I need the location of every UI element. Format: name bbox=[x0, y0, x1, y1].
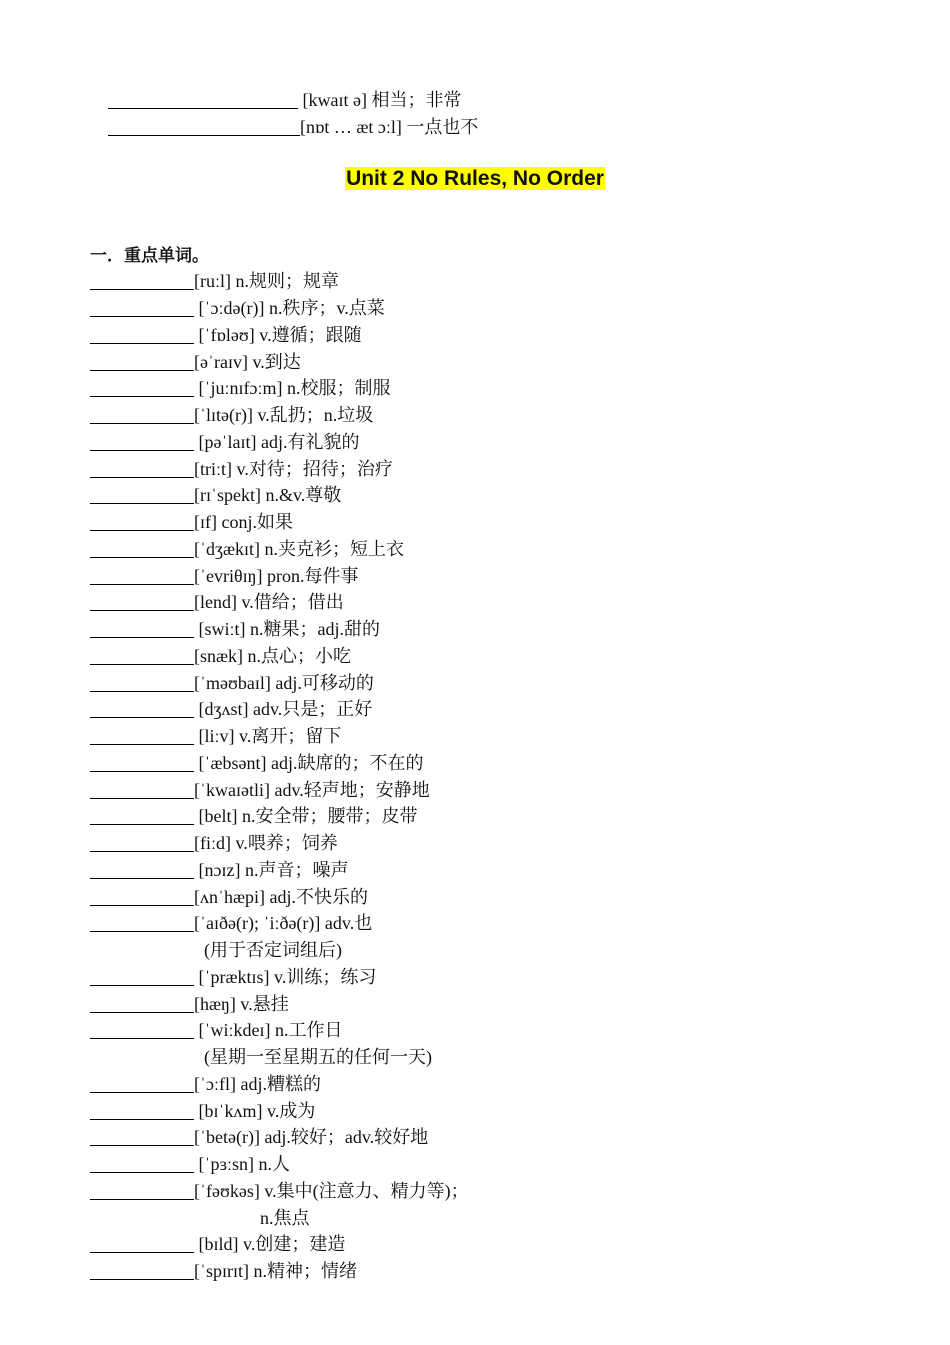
answer-blank[interactable] bbox=[90, 913, 194, 932]
vocab-row bbox=[90, 590, 344, 614]
vocab-row bbox=[90, 430, 359, 454]
answer-blank[interactable] bbox=[90, 592, 194, 611]
answer-blank[interactable] bbox=[90, 485, 194, 504]
answer-blank[interactable] bbox=[90, 726, 194, 745]
vocab-text: [ʌnˈhæpi] adj.不快乐的 bbox=[194, 887, 368, 907]
answer-blank[interactable] bbox=[90, 833, 194, 852]
vocab-row bbox=[90, 992, 289, 1016]
vocab-text: [ˈæbsənt] adj.缺席的；不在的 bbox=[194, 753, 424, 773]
vocab-text: [hæŋ] v.悬挂 bbox=[194, 994, 289, 1014]
vocab-row bbox=[90, 1259, 357, 1283]
vocab-row bbox=[90, 617, 380, 641]
answer-blank[interactable] bbox=[90, 780, 194, 799]
answer-blank[interactable] bbox=[90, 1127, 194, 1146]
vocab-text: [ˈfəʊkəs] v.集中(注意力、精力等)； bbox=[194, 1181, 469, 1201]
answer-blank[interactable] bbox=[90, 1154, 194, 1173]
vocab-text: [fiːd] v.喂养；饲养 bbox=[194, 833, 338, 853]
vocab-text: [ˈaɪðə(r); ˈiːðə(r)] adv.也 bbox=[194, 913, 373, 933]
vocab-row bbox=[90, 671, 374, 695]
vocab-text: [ˈjuːnɪfɔːm] n.校服；制服 bbox=[194, 378, 391, 398]
vocab-text: [ˈspɪrɪt] n.精神；情绪 bbox=[194, 1261, 357, 1281]
vocab-text: [ˈfɒləʊ] v.遵循；跟随 bbox=[194, 325, 362, 345]
vocab-text: [liːv] v.离开；留下 bbox=[194, 726, 342, 746]
vocab-row bbox=[90, 323, 362, 347]
vocab-row bbox=[90, 1179, 469, 1203]
answer-blank[interactable] bbox=[90, 1020, 194, 1039]
vocab-text: [swiːt] n.糖果；adj.甜的 bbox=[194, 619, 380, 639]
vocab-row bbox=[90, 350, 301, 374]
vocab-text: [rɪˈspekt] n.&v.尊敬 bbox=[194, 485, 342, 505]
answer-blank[interactable] bbox=[90, 512, 194, 531]
answer-blank[interactable] bbox=[90, 271, 194, 290]
vocab-row bbox=[90, 537, 404, 561]
vocab-row bbox=[90, 1099, 315, 1123]
answer-blank[interactable] bbox=[90, 432, 194, 451]
answer-blank[interactable] bbox=[90, 298, 194, 317]
answer-blank[interactable] bbox=[90, 1181, 194, 1200]
answer-blank[interactable] bbox=[90, 352, 194, 371]
vocab-text: [ˈpræktɪs] v.训练；练习 bbox=[194, 967, 377, 987]
answer-blank[interactable] bbox=[90, 325, 194, 344]
unit-title-wrapper bbox=[0, 164, 950, 194]
top-entry bbox=[90, 91, 478, 163]
entry-text: [kwaɪt ə] 相当；非常 bbox=[298, 90, 462, 110]
answer-blank[interactable] bbox=[90, 887, 194, 906]
section-heading: 一．重点单词。 bbox=[90, 246, 209, 266]
vocab-continuation: n.焦点 bbox=[260, 1208, 310, 1228]
answer-blank[interactable] bbox=[90, 860, 194, 879]
vocab-row bbox=[90, 911, 372, 935]
vocab-row bbox=[90, 296, 385, 320]
answer-blank[interactable] bbox=[90, 994, 194, 1013]
answer-blank[interactable] bbox=[90, 646, 194, 665]
vocab-text: [nɔɪz] n.声音；噪声 bbox=[194, 860, 349, 880]
answer-blank[interactable] bbox=[90, 1074, 194, 1093]
answer-blank[interactable] bbox=[90, 566, 194, 585]
answer-blank[interactable] bbox=[108, 117, 300, 136]
vocab-text: [snæk] n.点心；小吃 bbox=[194, 646, 351, 666]
vocab-text: [pəˈlaɪt] adj.有礼貌的 bbox=[194, 432, 360, 452]
vocab-text: [triːt] v.对待；招待；治疗 bbox=[194, 459, 393, 479]
vocab-row bbox=[90, 858, 348, 882]
vocab-row bbox=[90, 510, 293, 534]
answer-blank[interactable] bbox=[90, 699, 194, 718]
vocab-text: [əˈraɪv] v.到达 bbox=[194, 352, 301, 372]
vocab-row bbox=[90, 1232, 345, 1256]
vocab-text: [ˈevriθɪŋ] pron.每件事 bbox=[194, 566, 359, 586]
answer-blank[interactable] bbox=[90, 806, 194, 825]
vocab-row bbox=[90, 1072, 321, 1096]
vocab-row bbox=[90, 1018, 342, 1042]
vocab-text: [ˈdʒækɪt] n.夹克衫；短上衣 bbox=[194, 539, 404, 559]
vocab-continuation: (用于否定词组后) bbox=[204, 940, 342, 960]
answer-blank[interactable] bbox=[90, 967, 194, 986]
answer-blank[interactable] bbox=[90, 539, 194, 558]
vocab-row bbox=[90, 457, 393, 481]
vocab-row bbox=[90, 804, 417, 828]
answer-blank[interactable] bbox=[90, 1261, 194, 1280]
vocab-text: [ˈwiːkdeɪ] n.工作日 bbox=[194, 1020, 343, 1040]
vocab-row bbox=[90, 564, 359, 588]
answer-blank[interactable] bbox=[90, 753, 194, 772]
vocab-text: [ˈkwaɪətli] adv.轻声地；安静地 bbox=[194, 780, 430, 800]
vocab-row bbox=[90, 269, 339, 293]
vocab-text: [ˈlɪtə(r)] v.乱扔；n.垃圾 bbox=[194, 405, 374, 425]
vocab-text: [belt] n.安全带；腰带；皮带 bbox=[194, 806, 418, 826]
vocab-row bbox=[90, 724, 341, 748]
answer-blank[interactable] bbox=[90, 1101, 194, 1120]
vocab-row bbox=[90, 376, 390, 400]
answer-blank[interactable] bbox=[90, 378, 194, 397]
vocab-row bbox=[90, 1152, 290, 1176]
vocab-continuation: (星期一至星期五的任何一天) bbox=[204, 1047, 432, 1067]
answer-blank[interactable] bbox=[90, 459, 194, 478]
vocab-text: [ɪf] conj.如果 bbox=[194, 512, 293, 532]
vocab-row bbox=[90, 644, 351, 668]
vocab-text: [ˈɔːfl] adj.糟糕的 bbox=[194, 1074, 321, 1094]
answer-blank[interactable] bbox=[90, 405, 194, 424]
vocab-text: [ˈpɜːsn] n.人 bbox=[194, 1154, 291, 1174]
answer-blank[interactable] bbox=[90, 619, 194, 638]
vocab-row bbox=[90, 751, 423, 775]
vocab-row bbox=[90, 483, 341, 507]
vocab-row bbox=[90, 778, 430, 802]
answer-blank[interactable] bbox=[90, 1234, 194, 1253]
vocab-text: [ruːl] n.规则；规章 bbox=[194, 271, 339, 291]
vocab-text: [dʒʌst] adv.只是；正好 bbox=[194, 699, 373, 719]
entry-text: [nɒt … æt ɔːl] 一点也不 bbox=[300, 117, 479, 137]
answer-blank[interactable] bbox=[90, 673, 194, 692]
vocab-row bbox=[90, 831, 338, 855]
vocab-row bbox=[90, 697, 372, 721]
vocab-text: [lend] v.借给；借出 bbox=[194, 592, 344, 612]
vocab-text: [bɪˈkʌm] v.成为 bbox=[194, 1101, 316, 1121]
vocab-text: [ˈɔːdə(r)] n.秩序；v.点菜 bbox=[194, 298, 385, 318]
vocab-row bbox=[90, 885, 368, 909]
vocab-row bbox=[90, 403, 373, 427]
unit-title: Unit 2 No Rules, No Order bbox=[346, 167, 604, 190]
vocab-text: [ˈməʊbaɪl] adj.可移动的 bbox=[194, 673, 374, 693]
vocab-text: [ˈbetə(r)] adj.较好；adv.较好地 bbox=[194, 1127, 429, 1147]
vocab-text: [bɪld] v.创建；建造 bbox=[194, 1234, 346, 1254]
vocab-row bbox=[90, 965, 376, 989]
vocab-row bbox=[90, 1125, 428, 1149]
